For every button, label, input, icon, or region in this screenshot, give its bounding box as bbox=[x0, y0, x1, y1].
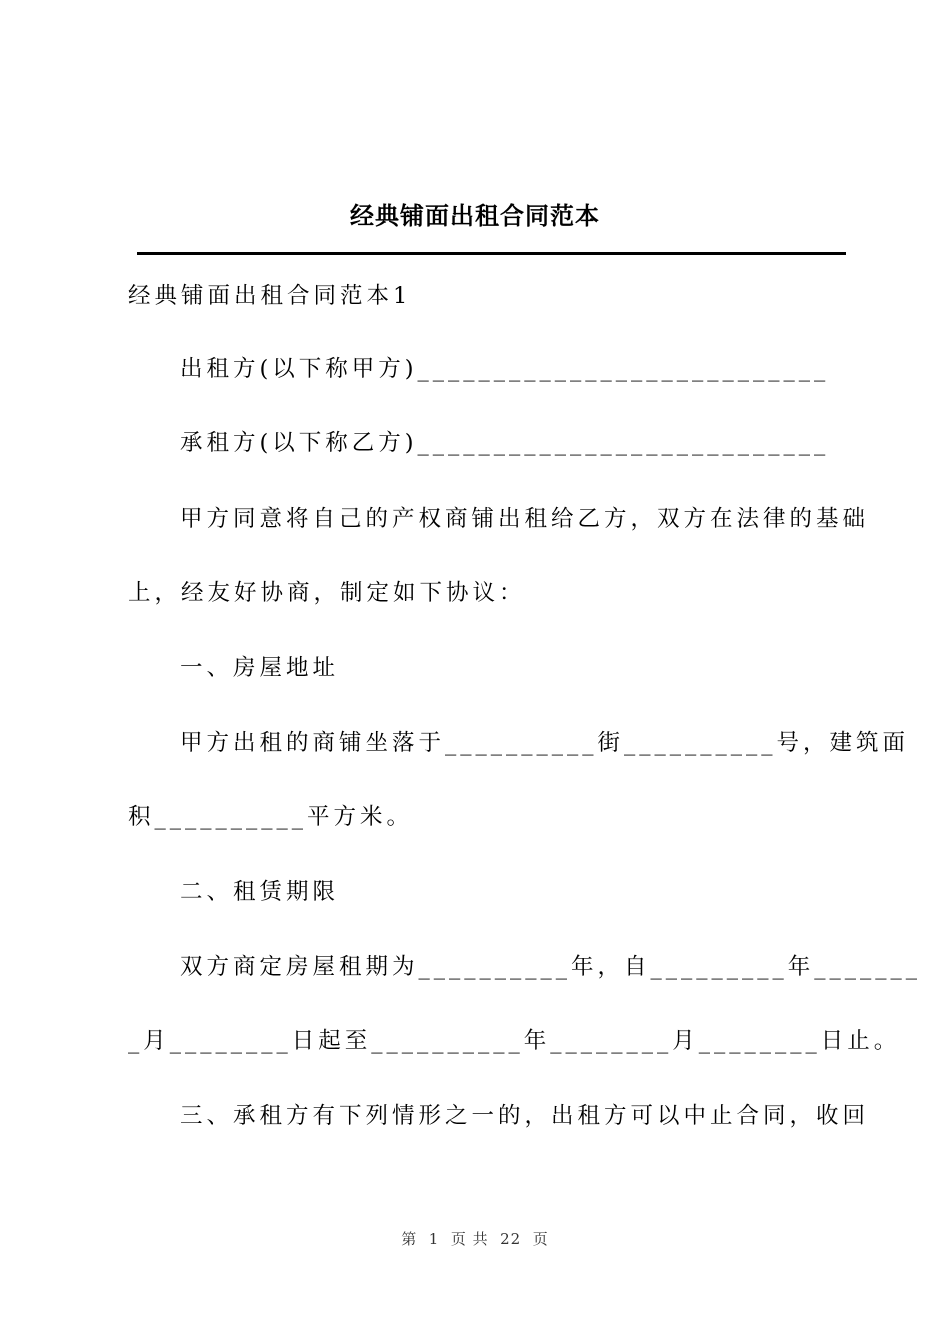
paragraph-line: 双方商定房屋租期为__________年，自_________年_______ bbox=[180, 954, 922, 980]
page-footer: 第 1 页 共 22 页 bbox=[401, 1230, 549, 1248]
paragraph-line: _月________日起至__________年________月________日止。 bbox=[128, 1028, 901, 1054]
clause-heading: 二、租赁期限 bbox=[180, 879, 340, 905]
clause-heading: 一、房屋地址 bbox=[180, 655, 340, 681]
clause-heading: 三、承租方有下列情形之一的，出租方可以中止合同，收回 bbox=[180, 1103, 870, 1129]
document-title: 经典铺面出租合同范本 bbox=[350, 201, 600, 230]
lessor-line: 出租方(以下称甲方)___________________________ bbox=[180, 356, 830, 382]
section-heading: 经典铺面出租合同范本1 bbox=[128, 283, 412, 309]
paragraph-line: 甲方同意将自己的产权商铺出租给乙方，双方在法律的基础 bbox=[180, 506, 870, 532]
paragraph-line: 甲方出租的商铺坐落于__________街__________号，建筑面 bbox=[180, 730, 910, 756]
paragraph-line: 上，经友好协商，制定如下协议： bbox=[128, 580, 526, 606]
lessee-line: 承租方(以下称乙方)___________________________ bbox=[180, 430, 830, 456]
paragraph-line: 积__________平方米。 bbox=[128, 804, 414, 830]
title-divider bbox=[137, 252, 846, 255]
